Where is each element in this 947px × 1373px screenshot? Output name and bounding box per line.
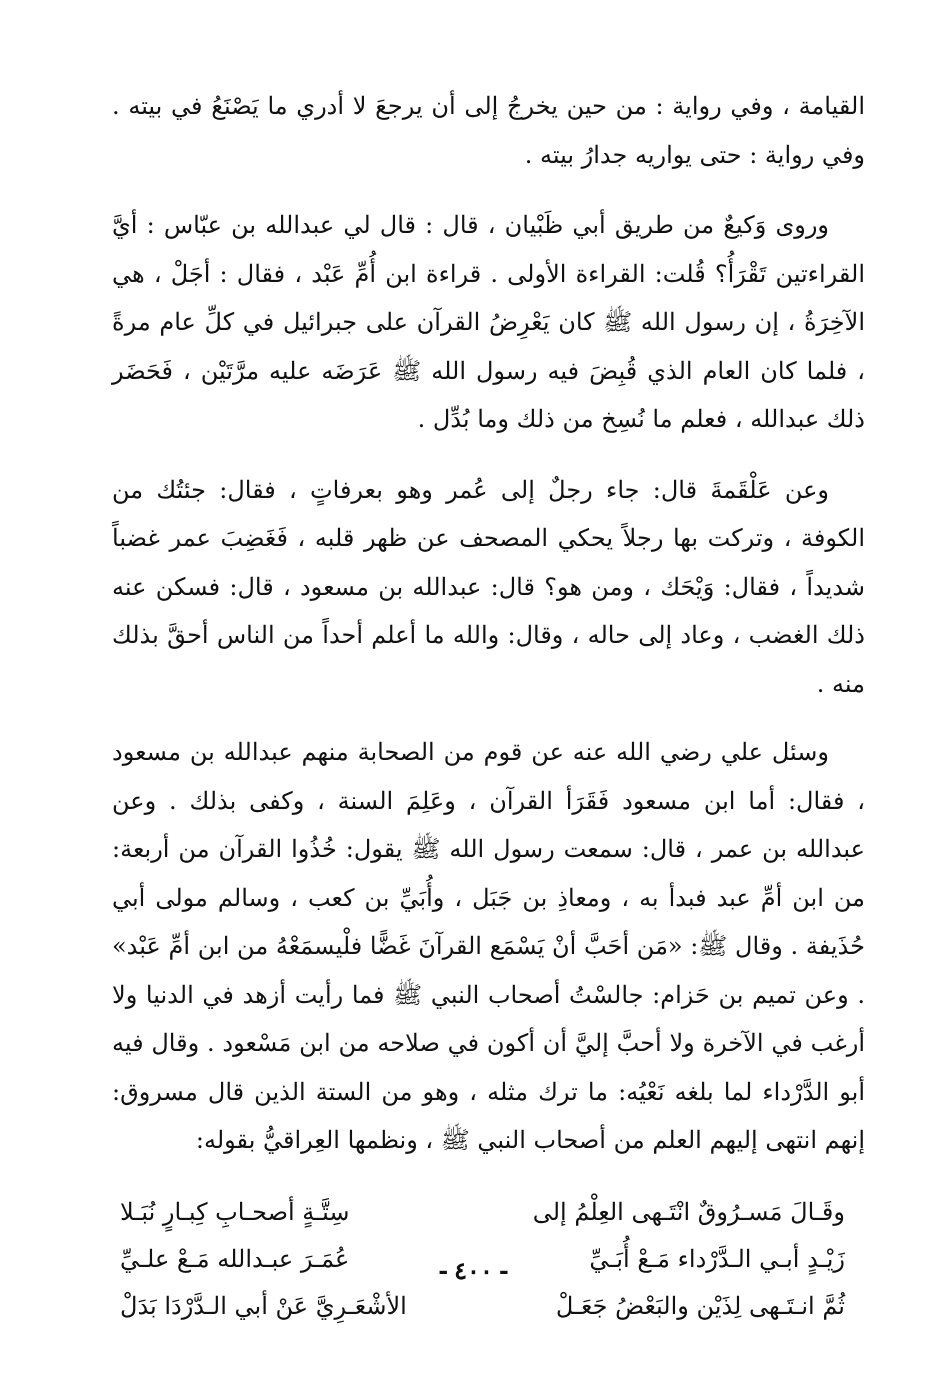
poem-first-hemistich: زَيْـدٍ أبـي الـدَّرْداء مَـعْ أُبَـيِّ: [589, 1244, 845, 1273]
page-body: [112, 82, 865, 1333]
poem-verse-1: [112, 1189, 865, 1236]
page-number: [0, 1256, 947, 1285]
page-number-value: ٤٠٠: [454, 1256, 493, 1285]
paragraph-spacer: [112, 179, 865, 201]
paragraph-1: القيامة ، وفي رواية : من حين يخرجُ إلى أن يرجعَ لا أدري ما يَصْنَعُ في بيته . وفي رواية : حتى يواريه جدارُ بيته .: [112, 92, 865, 169]
poem-second-hemistich: الأشْعَـرِيَّ عَنْ أبي الـدَّرْدَا بَدَلْ: [120, 1291, 407, 1320]
paragraph-2: وروى وَكيعٌ من طريق أبي ظَبْيان ، قال : قال لي عبدالله بن عبّاس : أيَّ القراءتين تَقْرَأُ؟ قُلت: القراءة الأولى . قراءة ابن أُمِّ عَبْد ، فقال : أجَلْ ، هي الآخِرَةُ ، إن رسول الله ﷺ كان يَعْرِضُ القرآن على جبرائيل في كلِّ عام مرةً ، فلما كان العام الذي قُبِضَ فيه رسول الله ﷺ عَرَضَه عليه مرَّتَيْن ، فَحَضَر ذلك عبدالله ، فعلم ما نُسِخ من ذلك وما بُدِّل .: [112, 211, 865, 433]
poem-second-hemistich: عُمَـرَ عبـدالله مَـعْ علـيِّ: [120, 1244, 350, 1273]
poem-first-hemistich: وقَـالَ مَسـرُوقٌ انْتَـهى العِلْمُ إلى: [532, 1197, 845, 1226]
paragraph-3: وعن عَلْقَمةَ قال: جاء رجلٌ إلى عُمر وهو بعرفاتٍ ، فقال: جئتُك من الكوفة ، وتركت بها رجلاً يحكي المصحف عن ظهر قلبه ، فَغَضِبَ عمر غضباً شديداً ، فقال: وَيْحَك ، ومن هو؟ قال: عبدالله بن مسعود ، قال: فسكن عنه ذلك الغضب ، وعاد إلى حاله ، وقال: والله ما أعلم أحداً من الناس أحقَّ بذلك منه .: [112, 475, 866, 698]
page-number-dash: -: [438, 1256, 449, 1285]
paragraph-spacer: [112, 444, 865, 466]
page-number-dash: -: [498, 1256, 509, 1285]
paragraph-spacer: [112, 708, 865, 728]
poem-first-hemistich: ثُمَّ انـتَـهى لِذَيْن والبَعْضُ جَعَـلْ: [555, 1291, 845, 1320]
poem-second-hemistich: سِتَّـةٍ أصحـابِ كِبـارٍ نُبَـلا: [120, 1197, 350, 1226]
poem-verse-3: [112, 1283, 865, 1330]
paragraph-4: وسئل علي رضي الله عنه عن قوم من الصحابة منهم عبدالله بن مسعود ، فقال: أما ابن مسعود فَقَرَأ القرآن ، وعَلِمَ السنة ، وكفى بذلك . وعن عبدالله بن عمر ، قال: سمعت رسول الله ﷺ يقول: خُذُوا القرآن من أربعة: من ابن أمِّ عبد فبدأ به ، ومعاذِ بن جَبَل ، وأُبَيِّ بن كعب ، وسالم مولى أبي حُذَيفة . وقال ﷺ: «مَن أحَبَّ أنْ يَسْمَع القرآنَ غَضًّا فلْيسمَعْهُ من ابن أمِّ عَبْد» . وعن تميم بن حَزام: جالسْتُ أصحاب النبي ﷺ فما رأيت أزهد في الدنيا ولا أرغب في الآخرة ولا أحبَّ إليَّ أن أكون في صلاحه من ابن مَسْعود . وقال فيه أبو الدَّرْداء لما بلغه نَعْيُه: ما ترك مثله ، وهو من الستة الذين قال مسروق: إنهم انتهى إليهم العلم من أصحاب النبي ﷺ ، ونظمها العِراقيُّ بقوله:: [112, 738, 865, 1154]
